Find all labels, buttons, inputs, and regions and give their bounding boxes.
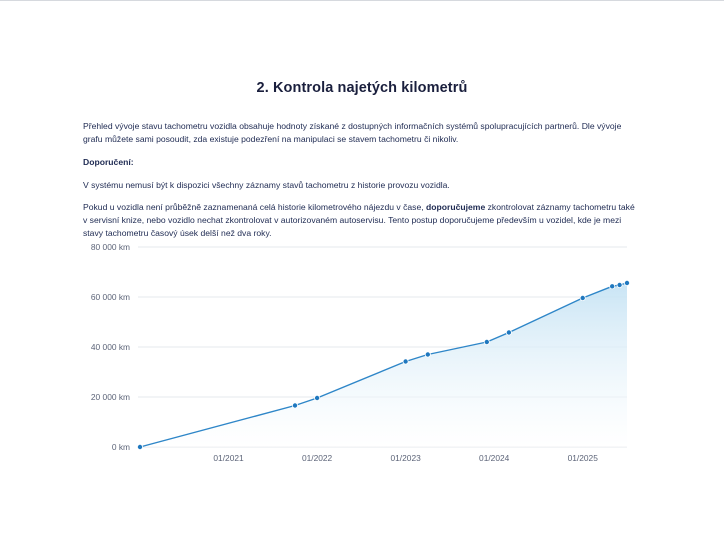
y-tick-label: 60 000 km — [90, 292, 130, 302]
data-point — [624, 280, 629, 285]
section-title: 2. Kontrola najetých kilometrů — [256, 80, 468, 96]
data-point — [484, 339, 489, 344]
data-point — [315, 395, 320, 400]
intro-paragraph: Přehled vývoje stavu tachometru vozidla obsahuje hodnoty získané z dostupných informačních systémů spolupracujících partnerů. Dle vývoje grafu můžete sami posoudit, zda existuje podezření na manipulaci se stavem tachometru či nikoliv. — [83, 121, 622, 144]
x-tick-label: 01/2025 — [567, 453, 598, 463]
mileage-area-fill — [140, 283, 627, 447]
advice-text-start: Pokud u vozidla není průběžně zaznamenaná celá historie kilometrového nájezdu v čase, — [83, 202, 427, 212]
x-tick-label: 01/2023 — [390, 453, 421, 463]
y-tick-label: 80 000 km — [90, 242, 130, 252]
data-point — [506, 330, 511, 335]
system-note-paragraph: V systému nemusí být k dispozici všechny záznamy stavů tachometru z historie provozu vozidla. — [83, 180, 450, 190]
y-tick-label: 20 000 km — [90, 392, 130, 402]
recommendation-heading: Doporučení: — [83, 157, 134, 167]
data-point — [292, 403, 297, 408]
x-axis-ticks — [213, 453, 598, 463]
y-axis-ticks — [91, 242, 130, 452]
x-tick-label: 01/2021 — [213, 453, 244, 463]
data-point — [137, 444, 142, 449]
advice-text-end: zkontrolovat záznamy tachometru také v servisní knize, nebo vozidlo nechat zkontrolovat v autorizovaném autoservisu. Tento postup doporučujeme především u vozidel, kde je mezi stavy tachometru časový úsek delší než dva roky. — [83, 202, 635, 238]
data-point — [403, 359, 408, 364]
y-tick-label: 0 km — [111, 442, 130, 452]
data-point — [580, 295, 585, 300]
advice-emphasis: doporučujeme — [426, 202, 486, 212]
y-tick-label: 40 000 km — [90, 342, 130, 352]
x-tick-label: 01/2024 — [479, 453, 510, 463]
data-point — [425, 352, 430, 357]
x-tick-label: 01/2022 — [301, 453, 333, 463]
data-point — [617, 282, 622, 287]
data-point — [610, 284, 615, 289]
